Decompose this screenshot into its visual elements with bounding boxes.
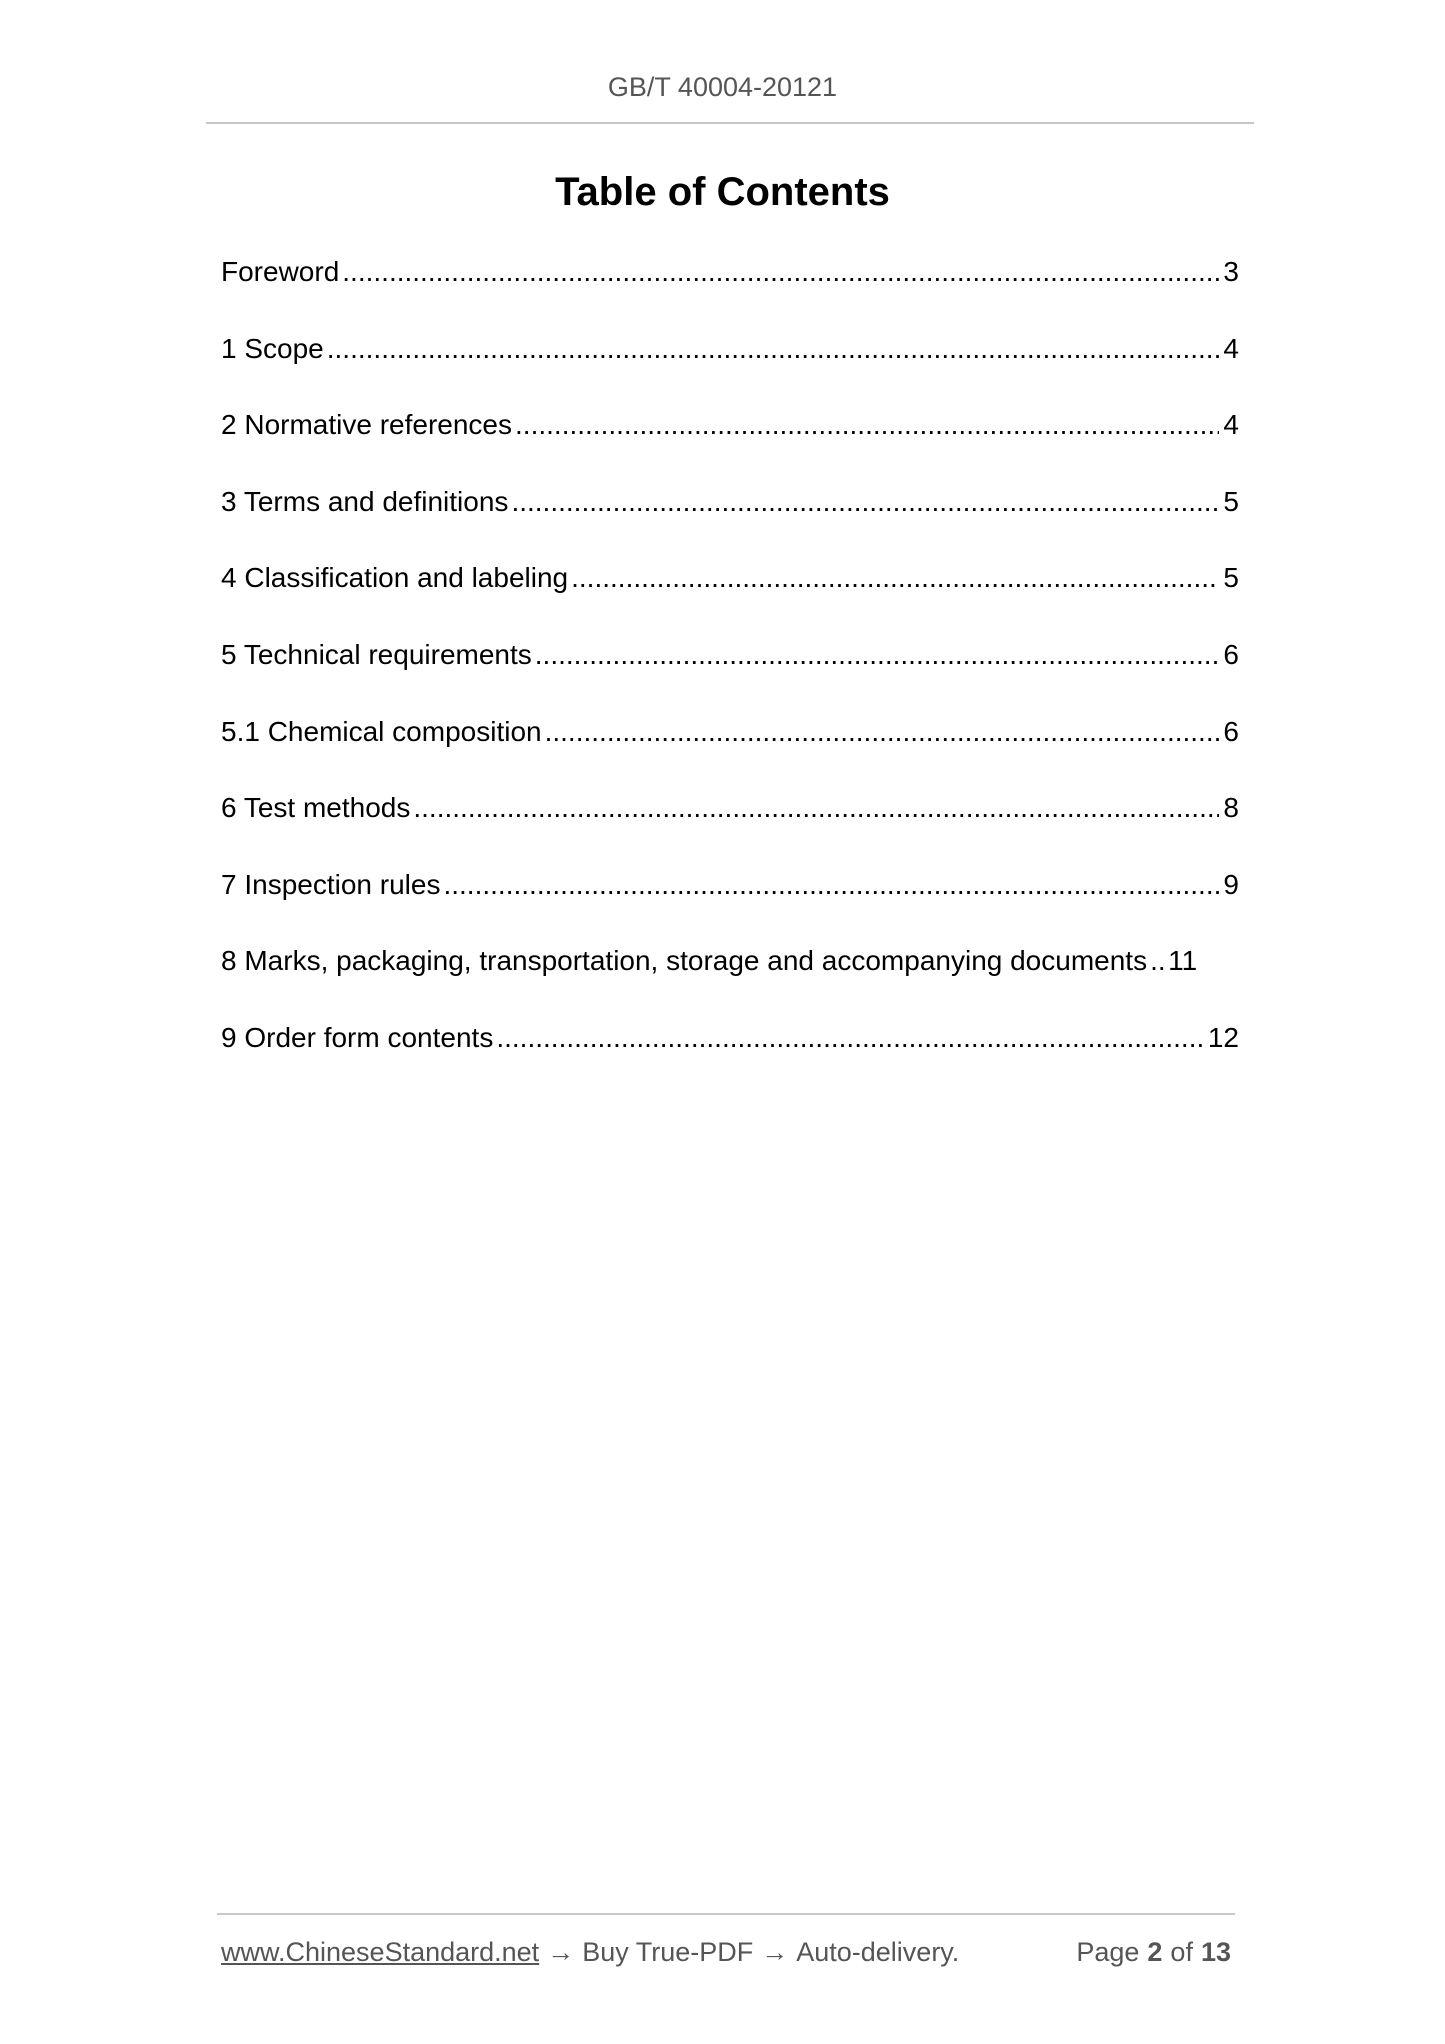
- document-header-id: GB/T 40004-20121: [607, 72, 838, 102]
- toc-entry-label: 2 Normative references: [221, 409, 513, 441]
- toc-entry-foreword[interactable]: [221, 252, 1239, 329]
- toc-entry-test-methods[interactable]: [221, 788, 1239, 865]
- toc-entry-page: 5: [1223, 562, 1239, 594]
- header-divider: [206, 122, 1254, 124]
- toc-entry-page: 3: [1223, 256, 1239, 287]
- footer-divider: [217, 1913, 1235, 1915]
- toc-dot-leader: [1150, 941, 1164, 981]
- toc-entry-label: 6 Test methods: [221, 792, 411, 824]
- toc-entry-page: 6: [1223, 638, 1239, 670]
- toc-entry-label: 4 Classification and labeling: [221, 562, 569, 594]
- arrow-right-icon: →: [761, 1937, 789, 1967]
- toc-dot-leader: [571, 558, 1219, 598]
- toc-entry-label: 3 Terms and definitions: [221, 485, 509, 517]
- toc-entry-label: 8 Marks, packaging, transportation, storage and accompanying documents: [221, 945, 1148, 977]
- toc-entry-page: 5: [1223, 485, 1239, 517]
- toc-entry-label: 9 Order form contents: [221, 1021, 494, 1053]
- toc-dot-leader: [327, 329, 1220, 369]
- toc-title: Table of Contents: [555, 170, 890, 214]
- footer-promo: [221, 1932, 959, 1972]
- toc-entry-label: 5 Technical requirements: [221, 638, 532, 670]
- toc-dot-leader: [413, 788, 1219, 828]
- page-label: Page: [1076, 1937, 1140, 1967]
- toc-entry-chemical-composition[interactable]: [221, 712, 1239, 789]
- page-footer: [221, 1932, 1231, 1972]
- toc-entry-terms-and-definitions[interactable]: [221, 482, 1239, 559]
- toc-dot-leader: [342, 252, 1219, 292]
- toc-entry-page: 9: [1223, 868, 1239, 900]
- toc-entry-label: 1 Scope: [221, 332, 324, 364]
- page-number: [1076, 1932, 1231, 1972]
- toc-entry-classification-and-labeling[interactable]: [221, 558, 1239, 635]
- toc-dot-leader: [496, 1018, 1204, 1058]
- table-of-contents: [221, 252, 1239, 1095]
- buy-true-pdf-text: Buy True-PDF: [582, 1937, 754, 1967]
- toc-dot-leader: [443, 865, 1219, 905]
- toc-entry-page: 11: [1168, 945, 1198, 977]
- toc-entry-label: 7 Inspection rules: [221, 868, 441, 900]
- toc-dot-leader: [545, 712, 1220, 752]
- toc-entry-normative-references[interactable]: [221, 405, 1239, 482]
- toc-entry-label: 5.1 Chemical composition: [221, 715, 542, 747]
- toc-entry-scope[interactable]: [221, 329, 1239, 406]
- toc-entry-technical-requirements[interactable]: [221, 635, 1239, 712]
- toc-dot-leader: [511, 482, 1219, 522]
- arrow-right-icon: →: [547, 1937, 575, 1967]
- toc-dot-leader: [515, 405, 1219, 445]
- toc-entry-order-form-contents[interactable]: [221, 1018, 1239, 1095]
- total-pages-number: 13: [1200, 1937, 1231, 1967]
- website-link[interactable]: www.ChineseStandard.net: [221, 1937, 540, 1967]
- toc-dot-leader: [535, 635, 1220, 675]
- toc-entry-label: Foreword: [221, 256, 340, 287]
- auto-delivery-text: Auto-delivery.: [796, 1937, 960, 1967]
- toc-entry-page: 12: [1207, 1021, 1239, 1053]
- toc-entry-page: 8: [1223, 792, 1239, 824]
- toc-entry-page: 6: [1223, 715, 1239, 747]
- of-label: of: [1170, 1937, 1193, 1967]
- toc-entry-marks-packaging[interactable]: [221, 941, 1239, 1018]
- current-page-number: 2: [1147, 1937, 1163, 1967]
- toc-entry-inspection-rules[interactable]: [221, 865, 1239, 942]
- toc-entry-page: 4: [1223, 332, 1239, 364]
- toc-entry-page: 4: [1223, 409, 1239, 441]
